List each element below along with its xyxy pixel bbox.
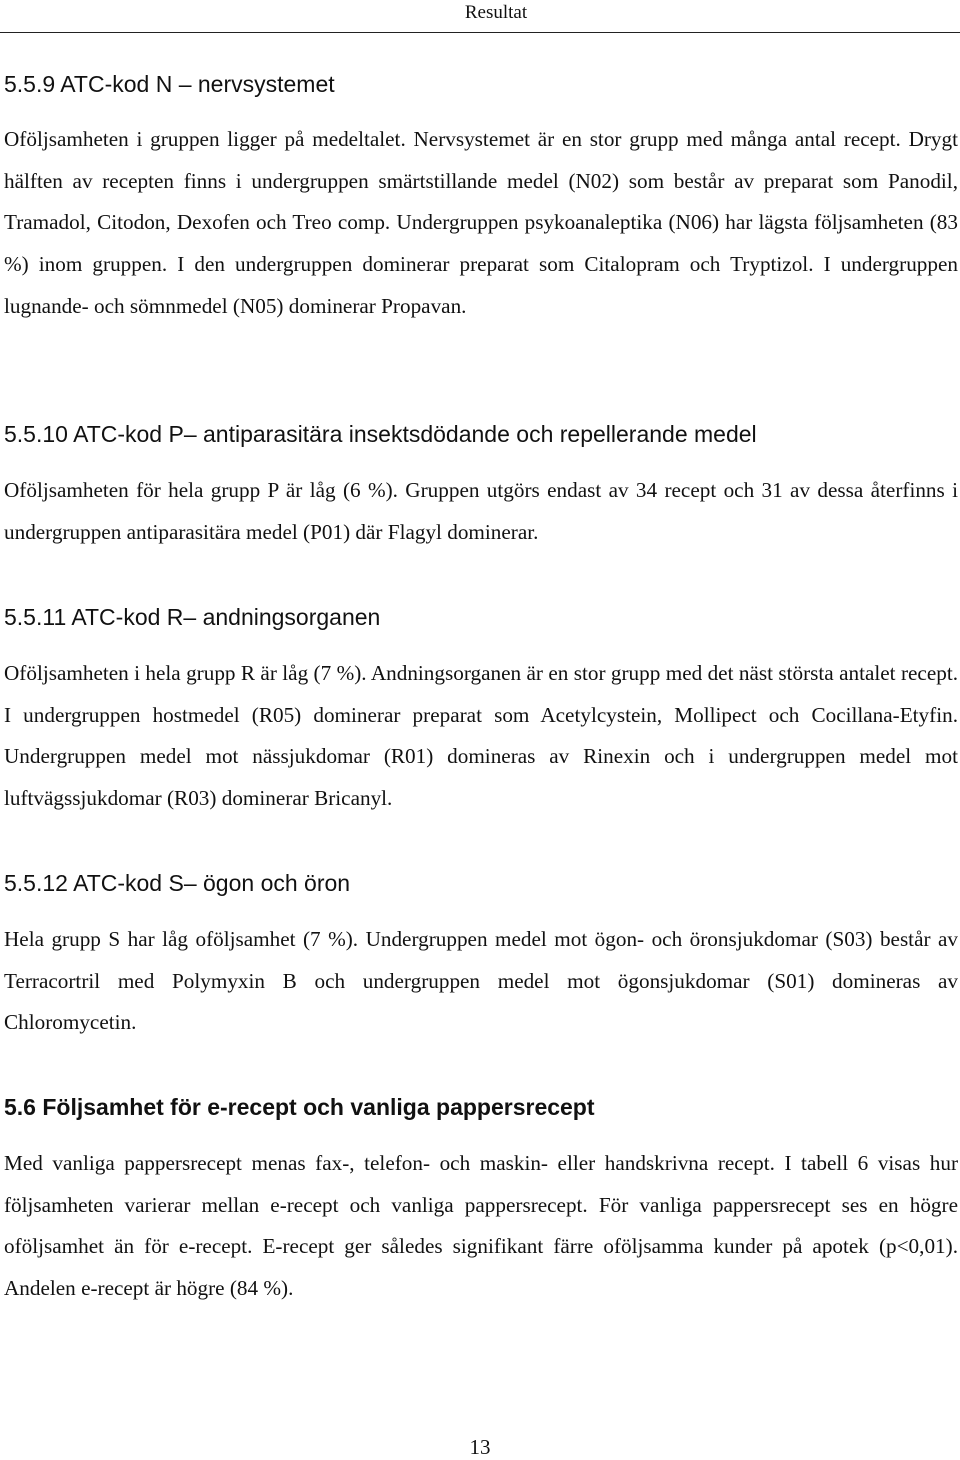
running-header: Resultat [464, 2, 528, 23]
section-body-5-5-9: Oföljsamheten i gruppen ligger på medeltalet. Nervsystemet är en stor grupp med många antal recept. Drygt hälften av recepten finns i undergruppen smärtstillande medel (N02) som består av preparat som Panodil, Tramadol, Citodon, Dexofen och Treo comp. Undergruppen psykoanaleptika (N06) har lägsta följsamheten (83 %) inom gruppen. I den undergruppen dominerar preparat som Citalopram och Tryptizol. I undergruppen lugnande- och sömnmedel (N05) dominerar Propavan. [4, 127, 958, 318]
section-heading-5-5-11: 5.5.11 ATC-kod R– andningsorganen [4, 604, 381, 630]
header-rule [0, 32, 960, 33]
section-heading-5-5-10: 5.5.10 ATC-kod P– antiparasitära insektsdödande och repellerande medel [4, 421, 757, 447]
section-body-5-6: Med vanliga pappersrecept menas fax-, telefon- och maskin- eller handskrivna recept. I tabell 6 visas hur följsamheten varierar mellan e-recept och vanliga pappersrecept. För vanliga pappersrecept ses en högre oföljsamhet än för e-recept. E-recept ger således signifikant färre oföljsamma kunder på apotek (p<0,01). Andelen e-recept är högre (84 %). [4, 1151, 958, 1301]
section-heading-5-5-12: 5.5.12 ATC-kod S– ögon och öron [4, 870, 351, 896]
section-heading-5-5-9: 5.5.9 ATC-kod N – nervsystemet [4, 71, 335, 97]
section-body-5-5-10: Oföljsamheten för hela grupp P är låg (6 %). Gruppen utgörs endast av 34 recept och 31 av dessa återfinns i undergruppen antiparasitära medel (P01) där Flagyl dominerar. [4, 478, 958, 544]
page-number: 13 [469, 1435, 491, 1459]
section-heading-5-6: 5.6 Följsamhet för e-recept och vanliga pappersrecept [4, 1094, 595, 1120]
section-body-5-5-12: Hela grupp S har låg oföljsamhet (7 %). Undergruppen medel mot ögon- och öronsjukdomar (S03) består av Terracortril med Polymyxin B och undergruppen medel mot ögonsjukdomar (S01) domineras av Chloromycetin. [4, 927, 958, 1035]
section-body-5-5-11: Oföljsamheten i hela grupp R är låg (7 %). Andningsorganen är en stor grupp med det näst största antalet recept. I undergruppen hostmedel (R05) dominerar preparat som Acetylcystein, Mollipect och Cocillana-Etyfin. Undergruppen medel mot nässjukdomar (R01) domineras av Rinexin och i undergruppen medel mot luftvägssjukdomar (R03) dominerar Bricanyl. [4, 661, 958, 811]
